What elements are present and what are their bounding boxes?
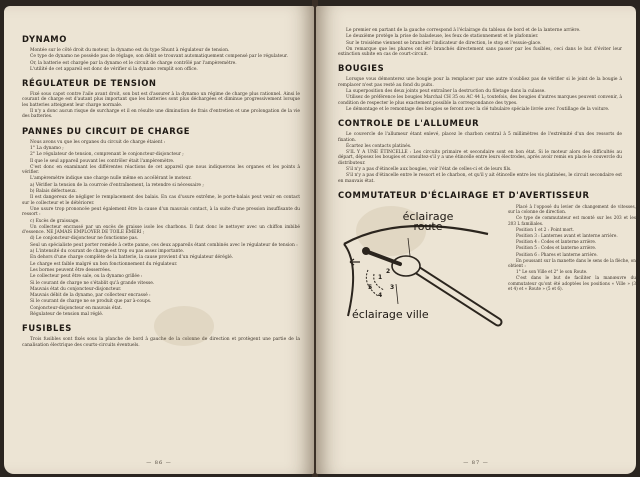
paragraph: Position 1 et 2 : Point mort. bbox=[516, 226, 575, 232]
paragraph: Régulateur de tension mal réglé. bbox=[30, 311, 104, 317]
figure-label-route: éclairage route bbox=[402, 209, 454, 233]
paragraph: Il est dangereux de négliger le remplacement des balais. En cas d'usure extrême, le porte-balais peut venir en contact sur le collecteur et le détériorer. bbox=[22, 195, 300, 206]
paragraph: Le couvercle de l'allumeur étant enlevé, placez le charbon central à 5 millimètres de l'extrémité d'un des ressorts de fixation. bbox=[338, 132, 622, 143]
paragraph: Ce type de commutateur est monté sur les 203 et les 203 L familiales. bbox=[508, 215, 636, 226]
paragraph: c) Excès de graissage. bbox=[30, 218, 80, 224]
paragraph: Utilisez de préférence les bougies Marchal CH 35 ou AC 44 L; toutefois, des bougies d'autres marques peuvent convenir, à condition de respecter le plus exactement possible la correspondance des types. bbox=[338, 95, 622, 106]
paragraph: On remarque que les phares ont été branchés directement sans passer par les fusibles, ceci dans le but d'éviter leur extinction subite en cas de court-circuit. bbox=[338, 46, 622, 58]
paragraph: Position 6 : Phares et lanterne arrière. bbox=[516, 251, 598, 257]
paragraph: Mauvais débit de la dynamo, par collecteur encrassé : bbox=[30, 293, 151, 299]
paragraph: Les bornes peuvent être desserrées. bbox=[30, 267, 112, 273]
paragraph: Le collecteur peut être sale, ou la dynamo grillée : bbox=[30, 274, 143, 280]
section-title-commutateur: COMMUTATEUR D'ÉCLAIRAGE ET D'AVERTISSEUR bbox=[338, 189, 590, 200]
section-title-pannes: PANNES DU CIRCUIT DE CHARGE bbox=[22, 125, 191, 136]
paragraph: S'il n'y a pas d'étincelle entre le ressort et le charbon, et qu'il y ait étincelle entre les vis platinées, le circuit secondaire est en mauvais état. bbox=[338, 173, 622, 184]
paragraph: Écartez les contacts platinés. bbox=[346, 143, 412, 149]
switch-description bbox=[508, 204, 636, 292]
right-page bbox=[316, 6, 636, 474]
page-stain bbox=[154, 306, 214, 346]
paragraph: Lorsque vous démonterez une bougie pour la remplacer par une autre n'oubliez pas de vérifier si le joint de la bougie à remplacer n'est pas resté au fond du puits. bbox=[338, 77, 622, 88]
paragraph: En poussant sur la manette dans le sens de la flèche, on obtient : bbox=[508, 257, 636, 268]
section-title-dynamo: DYNAMO bbox=[22, 34, 67, 44]
section-title-fusibles: FUSIBLES bbox=[22, 323, 72, 334]
paragraph: Trois fusibles sont fixés sous la planche de bord à gauche de la colonne de direction et protègent une partie de la canalisation électrique des courts-circuits éventuels. bbox=[22, 337, 300, 348]
paragraph: Il que le seul appareil pouvant les contrôler était l'ampèremètre. bbox=[30, 158, 175, 164]
paragraph: Le premier en partant de la gauche correspond à l'éclairage du tableau de bord et de la lanterne arrière. bbox=[346, 28, 581, 33]
figure-label-ville: éclairage ville bbox=[352, 307, 429, 321]
section-title-regulateur: RÉGULATEUR DE TENSION bbox=[22, 78, 157, 89]
section-title-allumeur: CONTROLE DE L'ALLUMEUR bbox=[338, 118, 480, 129]
paragraph: 2° Le régulateur de tension, comprenant le conjoncteur-disjoncteur ; bbox=[30, 152, 184, 158]
paragraph: 1° Le son Ville et 2° le son Route. bbox=[516, 269, 588, 275]
paragraph: Or, la batterie est chargée par la dynamo et le circuit de charge contrôlé par l'ampèremètre. bbox=[30, 60, 237, 66]
paragraph: Si le courant de charge ne s'établit qu'à grande vitesse. bbox=[30, 280, 155, 286]
paragraph: Il n'y a donc aucun risque de surcharge et il en résulte une diminution de frais d'entretien et une prolongation de la vie des batteries. bbox=[22, 109, 300, 120]
switch-figure bbox=[338, 203, 636, 336]
light-switch-illustration bbox=[338, 204, 506, 336]
section-title-bougies: BOUGIES bbox=[338, 63, 385, 74]
paragraph: Conjoncteur-disjoncteur en mauvais état. bbox=[30, 305, 123, 311]
paragraph: Mauvais état du conjoncteur-disjoncteur. bbox=[30, 286, 122, 292]
paragraph: S'IL Y A UNE ÉTINCELLE : Les circuits primaire et secondaire sont en bon état. Si le moteur alors des difficultés au départ, déposez les bougies et consultez-s'il y a une étincelle entre leurs électrodes, après avoir remis en place le couvercle du distributeur. bbox=[338, 150, 622, 166]
paragraph: Ce type de dynamo ne possède pas de réglage, son débit se trouvant automatiquement compensé par le régulateur. bbox=[30, 54, 288, 60]
paragraph: Fixé sous capot contre l'aile avant droit, son but est d'assurer à la dynamo un régime de charge plus rationnel. Ainsi le courant de charge est d'autant plus important que les batteries sont plus déchargées et diminue progressivement lorsque les batteries atteignent leur charge normale. bbox=[22, 92, 300, 108]
paragraph: Position 3 : Lanternes avant et lanterne arrière. bbox=[516, 232, 618, 238]
paragraph: Nous avons vu que les organes du circuit de charge étaient : bbox=[30, 139, 166, 145]
paragraph: 1° La dynamo ; bbox=[30, 145, 64, 151]
paragraph: C'est dans le but de faciliter la manœuvre du commutateur qu'ont été adoptées les positions « Ville » (3 et 4) et « Route » (5 et 6). bbox=[508, 275, 636, 291]
paragraph: Le deuxième protège la prise de baladeuse, les feux de stationnement et le plafonnier. bbox=[346, 34, 539, 40]
paragraph: b) Balais défectueux. bbox=[30, 189, 77, 195]
paragraph: Position 5 : Codes et lanterne arrière. bbox=[516, 245, 597, 251]
paragraph: En dehors d'une charge complète de la batterie, la cause provient d'un régulateur déréglé. bbox=[30, 255, 234, 261]
paragraph: L'ampèremètre indique une charge nulle même en accélérant le moteur. bbox=[30, 176, 192, 182]
paragraph: Une usure trop prononcée peut également être la cause d'un mauvais contact, à la suite d'une pression insuffisante du ressort : bbox=[22, 206, 300, 218]
paragraph: Seul un spécialiste peut porter remède à cette panne, ces deux appareils étant combinés avec le régulateur de tension : bbox=[30, 242, 298, 248]
paragraph: S'il n'y a pas d'étincelle aux bougies, voir l'état de celles-ci et de leurs fils. bbox=[346, 167, 512, 173]
position-label: 4 bbox=[378, 291, 383, 299]
paragraph: d) Le conjoncteur-disjoncteur ne fonctionne pas. bbox=[30, 236, 139, 242]
paragraph: Montée sur le côté droit du moteur, la dynamo est du type Shunt à régulateur de tension. bbox=[30, 48, 230, 53]
paragraph: C'est donc en examinant les différentes réactions de cet appareil que nous indiquerons les organes et les points à vérifier. bbox=[22, 164, 300, 176]
paragraph: Position 4 : Codes et lanterne arrière. bbox=[516, 239, 597, 245]
paragraph: Le charge est faible malgré un bon fonctionnement du régulateur. bbox=[30, 261, 178, 267]
page-number-left: — 86 — bbox=[146, 460, 172, 466]
position-label: 1 bbox=[378, 273, 383, 281]
page-number-right: — 87 — bbox=[463, 460, 489, 466]
paragraph: Si le courant de charge ne se produit que par à-coups. bbox=[30, 299, 152, 305]
position-label: 5 bbox=[368, 283, 373, 291]
left-page bbox=[4, 6, 314, 474]
paragraph: Placé à l'opposé du levier de changement de vitesses, sur la colonne de direction. bbox=[508, 203, 636, 215]
position-label: 3 bbox=[390, 283, 395, 291]
paragraph: Sur le troisième viennent se brancher l'indicateur de direction, le stop et l'essuie-glace. bbox=[346, 40, 542, 46]
paragraph: a) L'intensité du courant de charge est trop ou pas assez importante. bbox=[30, 249, 185, 255]
paragraph: Le démontage et le remontage des bougies se feront avec la clé tubulaire spéciale livrée avec l'outillage de la voiture. bbox=[346, 106, 610, 112]
paragraph: L'utilité de cet appareil est donc de vérifier si la dynamo remplit son office. bbox=[30, 66, 198, 72]
position-label: 2 bbox=[386, 267, 391, 275]
paragraph: a) Vérifier la tension de la courroie d'entraînement, la retendre si nécessaire ; bbox=[30, 182, 204, 188]
paragraph: Un collecteur encrassé par un excès de graisse isole les charbons. Il faut donc le nettoyer avec un chiffon imbibé d'essence. NE JAMAIS EMPLOYER DE TOILE ÉMERI ; bbox=[22, 224, 300, 236]
paragraph: La superposition des deux joints peut entraîner la destruction du filetage dans la culasse. bbox=[346, 89, 546, 95]
